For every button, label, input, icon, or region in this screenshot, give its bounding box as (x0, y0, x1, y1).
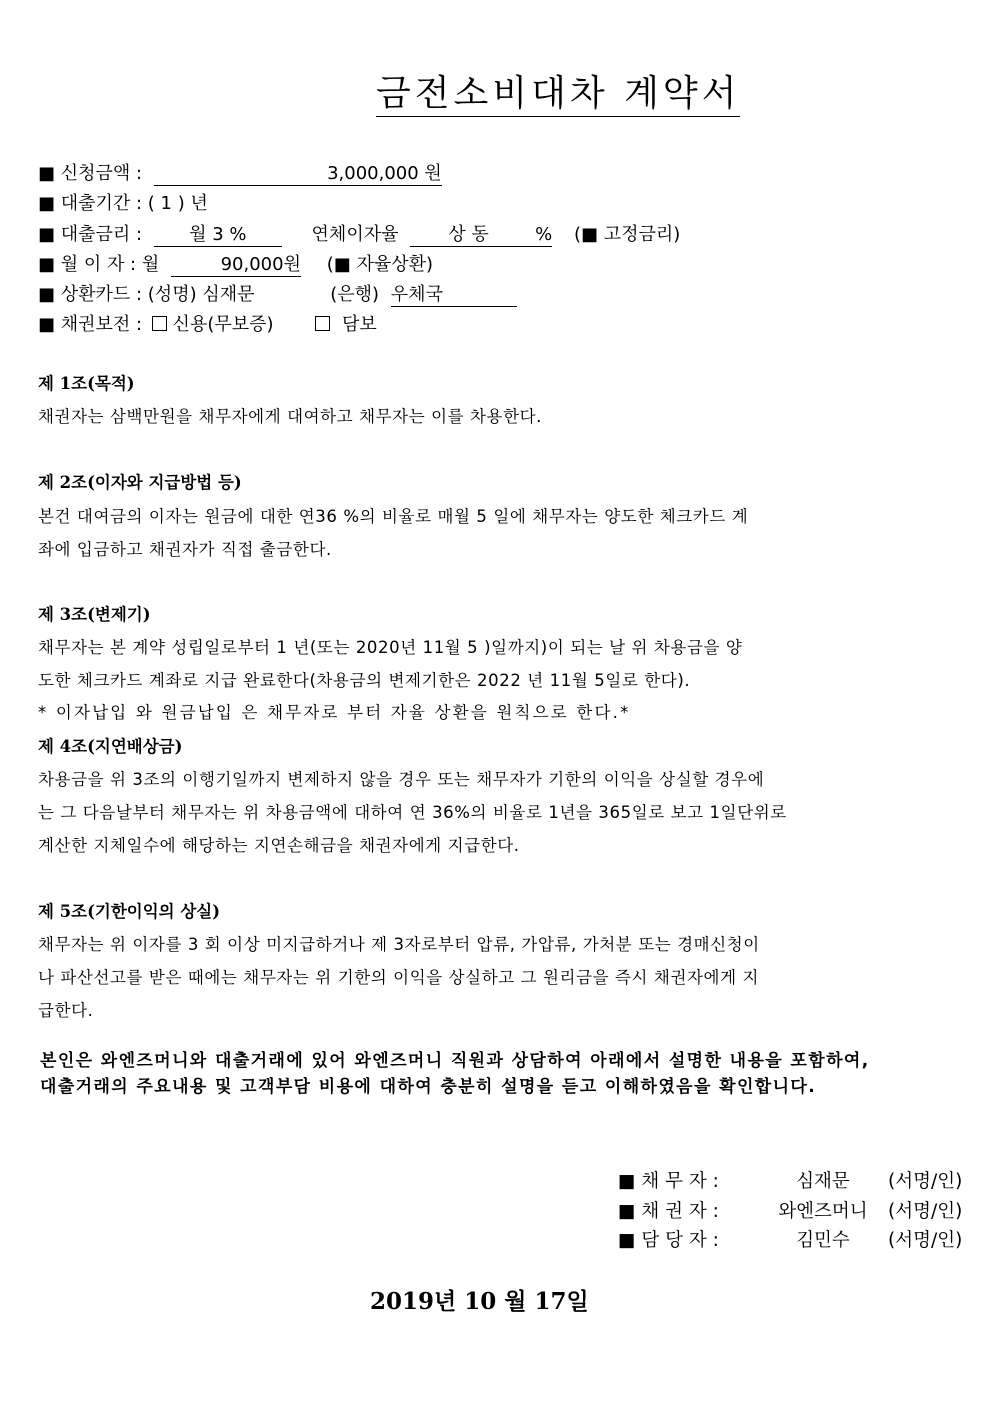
overdue-field (410, 224, 552, 247)
article-3-line: 채무자는 본 계약 성립일로부터 1 년(또는 2020년 11월 5 )일까지)이 되는 날 위 차용금을 양 (38, 638, 743, 657)
signature-role: ■ 채 권 자 : (618, 1201, 719, 1222)
checkbox-credit[interactable] (152, 316, 167, 331)
signature-mark: (서명/인) (888, 1201, 963, 1222)
signature-name: 와엔즈머니 (778, 1201, 868, 1222)
amount-label: ■ 신청금액 : (38, 163, 143, 184)
checkbox-collateral[interactable] (315, 316, 330, 331)
article-4-line: 는 그 다음날부터 채무자는 위 차용금액에 대하여 연 36%의 비율로 1년을 365일로 보고 1일단위로 (38, 803, 787, 822)
signature-creditor (618, 1197, 962, 1223)
article-4-line: 차용금을 위 3조의 이행기일까지 변제하지 않을 경우 또는 채무자가 기한의 이익을 상실할 경우에 (38, 770, 765, 789)
signature-debtor (618, 1167, 962, 1193)
security-label: ■ 채권보전 : (38, 314, 143, 335)
monthly-label: ■ 월 이 자 : 월 (38, 254, 160, 275)
article-5-line: 나 파산선고를 받은 때에는 채무자는 위 기한의 이익을 상실하고 그 원리금을 즉시 채권자에게 지 (38, 968, 760, 987)
monthly-type: (■ 자율상환) (326, 254, 434, 275)
article-4-heading: 제 4조(지연배상금) (38, 737, 183, 756)
overdue-unit: % (535, 224, 553, 245)
amount-row (38, 163, 442, 186)
security-option-credit: 신용(무보증) (172, 314, 274, 335)
article-5-heading: 제 5조(기한이익의 상실) (38, 902, 221, 921)
card-row (38, 284, 517, 307)
card-label: ■ 상환카드 : (성명) 심재문 (38, 284, 255, 305)
overdue-label: 연체이자율 (311, 224, 399, 245)
bank-label: (은행) (330, 284, 380, 305)
period-label: ■ 대출기간 : ( 1 ) 년 (38, 193, 208, 214)
rate-row (38, 224, 680, 247)
article-2-line: 좌에 입금하고 채권자가 직접 출금한다. (38, 540, 332, 559)
bank-value: 우체국 (391, 284, 517, 307)
rate-value: 월 3 % (154, 224, 282, 247)
document-title: 금전소비대차 계약서 (376, 74, 740, 117)
article-1-line: 채권자는 삼백만원을 채무자에게 대여하고 채무자는 이를 차용한다. (38, 407, 543, 426)
signature-manager (618, 1226, 962, 1252)
security-option-collateral: 담보 (342, 314, 377, 335)
article-1-heading: 제 1조(목적) (38, 374, 135, 393)
contract-date: 2019년 10 월 17일 (370, 1288, 589, 1315)
overdue-value: 상 동 (448, 224, 489, 245)
monthly-row (38, 254, 433, 277)
consent-statement: 본인은 와엔즈머니와 대출거래에 있어 와엔즈머니 직원과 상담하여 아래에서 설명한 내용을 포함하여, 대출거래의 주요내용 및 고객부담 비용에 대하여 충분히 설명을 듣고 이해하였음을 확인합니다. (40, 1051, 870, 1097)
period-row (38, 193, 208, 215)
article-3-line: 도한 체크카드 계좌로 지급 완료한다(차용금의 변제기한은 2022 년 11월 5일로 한다). (38, 671, 691, 690)
article-3-note: * 이자납입 와 원금납입 은 채무자로 부터 자율 상환을 원칙으로 한다.* (38, 703, 631, 722)
monthly-value: 90,000원 (171, 254, 301, 277)
article-5-line: 급한다. (38, 1001, 94, 1020)
security-row (38, 314, 377, 336)
signature-role: ■ 채 무 자 : (618, 1171, 719, 1192)
signature-role: ■ 담 당 자 : (618, 1230, 719, 1251)
article-4-line: 계산한 지체일수에 해당하는 지연손해금을 채권자에게 지급한다. (38, 836, 520, 855)
article-5-line: 채무자는 위 이자를 3 회 이상 미지급하거나 제 3자로부터 압류, 가압류, 가처분 또는 경매신청이 (38, 935, 760, 954)
article-2-line: 본건 대여금의 이자는 원금에 대한 연36 %의 비율로 매월 5 일에 채무자는 양도한 체크카드 계 (38, 507, 749, 526)
signature-mark: (서명/인) (888, 1171, 963, 1192)
rate-label: ■ 대출금리 : (38, 224, 143, 245)
signature-name: 심재문 (796, 1171, 850, 1192)
rate-type: (■ 고정금리) (573, 224, 681, 245)
amount-value: 3,000,000 원 (154, 163, 442, 186)
article-2-heading: 제 2조(이자와 지급방법 등) (38, 473, 242, 492)
signature-name: 김민수 (796, 1230, 850, 1251)
article-3-heading: 제 3조(변제기) (38, 605, 151, 624)
signature-mark: (서명/인) (888, 1230, 963, 1251)
